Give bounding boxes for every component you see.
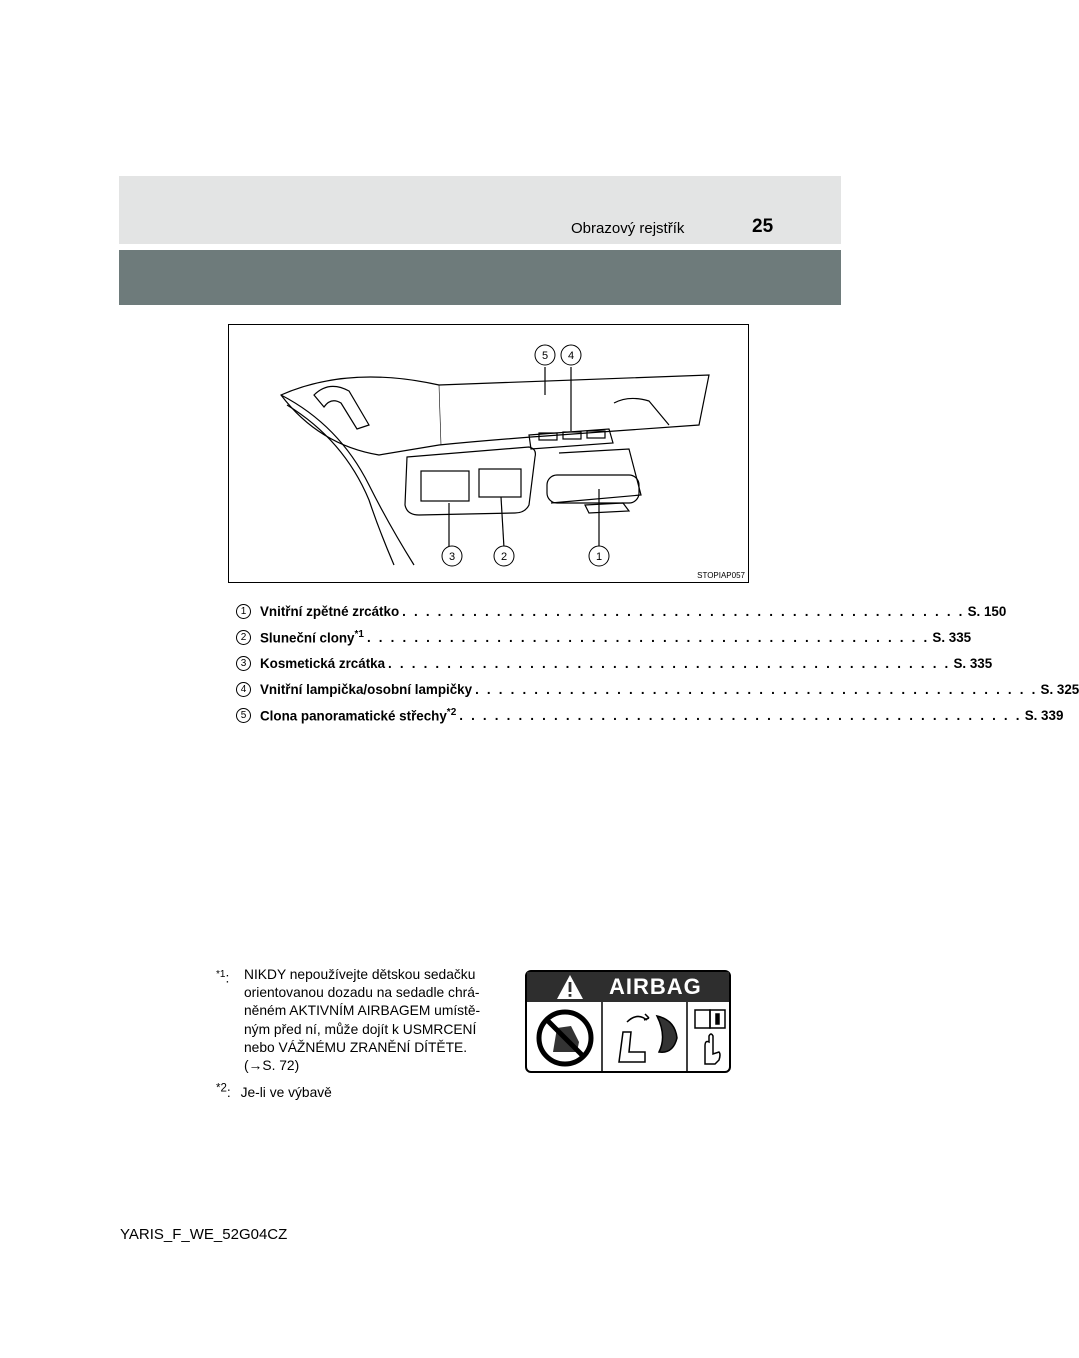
page-ref[interactable]: S. 335	[932, 629, 972, 645]
callout-4: 4	[567, 350, 575, 362]
item-number: 2	[236, 630, 251, 645]
page-ref[interactable]: S. 335	[953, 655, 993, 671]
callout-5: 5	[541, 350, 549, 362]
footnote-1	[216, 966, 516, 1075]
item-row	[236, 598, 1007, 624]
footnote-line: něném AKTIVNÍM AIRBAGEM umístě-	[244, 1003, 481, 1019]
warning-icon	[555, 972, 585, 1002]
footnote-mark: $^{*2}$:	[216, 1082, 231, 1100]
leader-dots: . . . . . . . . . . . . . . . . . . . . . . . . . . . . . . . . . . . . . . . . . . . . . . . .	[402, 603, 965, 619]
footnote-2	[216, 1082, 332, 1100]
callout-3: 3	[448, 551, 456, 563]
item-label[interactable]: Sluneční clony$^{*1}$	[260, 628, 364, 646]
footnote-line: ným před ní, může dojít k USMRCENÍ	[244, 1021, 477, 1037]
leader-dots: . . . . . . . . . . . . . . . . . . . . . . . . . . . . . . . . . . . . . . . . . . . . . . . .	[388, 655, 951, 671]
item-row	[236, 702, 1064, 728]
manual-icon	[695, 1010, 725, 1064]
item-label[interactable]: Vnitřní lampička/osobní lampičky	[260, 681, 473, 697]
airbag-warning-label	[525, 970, 731, 1073]
figure-code: STOPIAP057	[697, 571, 745, 580]
header-bar	[119, 250, 841, 305]
footnote-text: Je-li ve výbavě	[240, 1084, 332, 1100]
page-ref[interactable]: S. 325	[1040, 681, 1079, 697]
car-ceiling-illustration	[229, 325, 750, 584]
item-row	[236, 676, 1079, 702]
header-band	[119, 176, 841, 244]
item-number: 1	[236, 604, 251, 619]
seat-airbag-icon	[619, 1014, 677, 1062]
leader-dots: . . . . . . . . . . . . . . . . . . . . . . . . . . . . . . . . . . . . . . . . . . . . . . . .	[366, 629, 930, 645]
item-label[interactable]: Kosmetická zrcátka	[260, 655, 386, 671]
item-number: 4	[236, 682, 251, 697]
footnote-mark: $^{*1}$:	[216, 969, 230, 986]
footnote-line: orientovanou dozadu na sedadle chrá-	[244, 985, 480, 1001]
callout-badges	[442, 345, 609, 566]
item-row	[236, 650, 993, 676]
item-label[interactable]: Clona panoramatické střechy$^{*2}$	[260, 706, 457, 724]
interior-figure	[228, 324, 749, 583]
item-row	[236, 624, 972, 650]
item-list	[236, 598, 1079, 728]
footnote-link[interactable]: (→S. 72)	[244, 1058, 300, 1074]
callout-2: 2	[500, 551, 508, 563]
footnote-line: nebo VÁŽNÉMU ZRANĚNÍ DÍTĚTE.	[244, 1039, 468, 1055]
document-code: YARIS_F_WE_52G04CZ	[120, 1226, 288, 1243]
airbag-word: AIRBAG	[609, 974, 702, 999]
airbag-pictograms	[527, 1002, 733, 1072]
item-number: 5	[236, 708, 251, 723]
section-title: Obrazový rejstřík	[571, 220, 685, 237]
footnote-ref: *1	[354, 628, 364, 640]
leader-dots: . . . . . . . . . . . . . . . . . . . . . . . . . . . . . . . . . . . . . . . . . . . . . . . .	[459, 707, 1022, 723]
item-number: 3	[236, 656, 251, 671]
footnote-ref: *2	[446, 706, 457, 718]
airbag-header	[527, 972, 729, 1002]
footnote-line: NIKDY nepoužívejte dětskou sedačku	[244, 967, 476, 982]
page-ref[interactable]: S. 339	[1024, 707, 1064, 723]
page-ref[interactable]: S. 150	[967, 603, 1007, 619]
no-rear-seat-icon	[539, 1012, 591, 1064]
item-label[interactable]: Vnitřní zpětné zrcátko	[260, 603, 400, 619]
leader-dots: . . . . . . . . . . . . . . . . . . . . . . . . . . . . . . . . . . . . . . . . . . . . . . . .	[475, 681, 1038, 697]
page-number: 25	[752, 216, 774, 237]
callout-1: 1	[595, 551, 603, 563]
